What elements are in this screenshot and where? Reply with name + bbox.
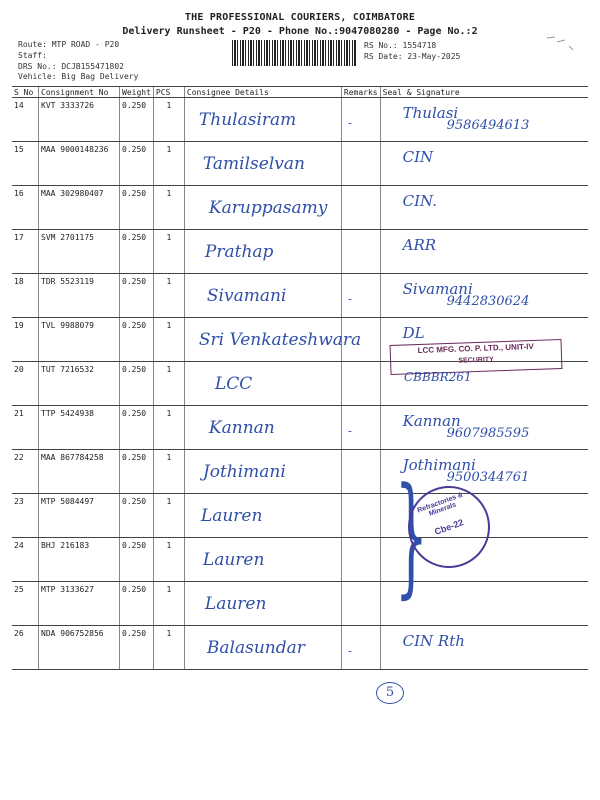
row-consignee-handwritten: LCC [214, 374, 253, 394]
row-consignment-no: MAA 9000148236 [39, 142, 120, 186]
row-consignment-no: NDA 906752856 [39, 626, 120, 670]
row-remarks-cell [341, 450, 380, 494]
row-consignment-no: BHJ 216183 [39, 538, 120, 582]
row-consignment-no: TDR 5523119 [39, 274, 120, 318]
row-pcs: 1 [153, 626, 184, 670]
row-consignment-no: TVL 9988079 [39, 318, 120, 362]
row-remarks: - [347, 424, 352, 438]
row-weight: 0.250 [120, 186, 154, 230]
row-sno: 21 [12, 406, 39, 450]
lcc-stamp-line1: LCC MFG. CO. P. LTD., UNIT-IV [417, 341, 534, 356]
column-header-pcs: PCS [153, 87, 184, 98]
column-header-sno: S No [12, 87, 39, 98]
row-consignee-handwritten: Thulasiram [198, 110, 297, 130]
row-signature: CIN Rth [402, 632, 465, 650]
row-remarks-cell [341, 186, 380, 230]
lcc-handwritten-note: CBBBR261 [404, 370, 472, 384]
row-sno: 24 [12, 538, 39, 582]
row-signature-cell [380, 98, 588, 142]
row-remarks-cell [341, 318, 380, 362]
row-weight: 0.250 [120, 98, 154, 142]
row-signature-cell [380, 230, 588, 274]
row-consignee-handwritten: Lauren [204, 594, 267, 614]
drs-number: DRS No.: DCJB155471802 [18, 62, 124, 71]
row-weight: 0.250 [120, 626, 154, 670]
row-signature-cell [380, 142, 588, 186]
row-phone: 9607985595 [446, 426, 530, 441]
row-remarks-cell [341, 538, 380, 582]
row-consignment-no: MTP 5084497 [39, 494, 120, 538]
row-signature: CIN. [402, 192, 437, 210]
bracket-mark: } [394, 459, 428, 611]
table-row [12, 582, 588, 626]
column-header-weight: Weight [120, 87, 154, 98]
row-signature-cell [380, 626, 588, 670]
row-signature: Jothimani [402, 456, 476, 474]
row-pcs: 1 [153, 142, 184, 186]
row-signature-cell [380, 274, 588, 318]
table-row [12, 450, 588, 494]
row-consignment-no: MAA 302980407 [39, 186, 120, 230]
column-header-signature: Seal & Signature [380, 87, 588, 98]
row-consignee-cell [184, 494, 341, 538]
row-remarks-cell [341, 582, 380, 626]
row-sno: 22 [12, 450, 39, 494]
table-row [12, 494, 588, 538]
round-seal-center-text: Cbe-22 [433, 517, 465, 537]
row-remarks-cell [341, 626, 380, 670]
row-remarks-cell [341, 406, 380, 450]
staff-label: Staff: [18, 51, 47, 60]
row-remarks-cell [341, 362, 380, 406]
table-header-row [12, 87, 588, 98]
column-header-consignee: Consignee Details [184, 87, 341, 98]
row-signature-cell [380, 406, 588, 450]
row-consignee-cell [184, 230, 341, 274]
row-remarks-cell [341, 230, 380, 274]
row-consignee-cell [184, 274, 341, 318]
row-signature: DL [402, 324, 425, 342]
row-remarks-cell [341, 142, 380, 186]
row-consignee-cell [184, 538, 341, 582]
row-consignment-no: TUT 7216532 [39, 362, 120, 406]
row-sno: 18 [12, 274, 39, 318]
row-pcs: 1 [153, 186, 184, 230]
table-row [12, 626, 588, 670]
row-consignee-handwritten: Lauren [200, 506, 263, 526]
row-signature: CIN [402, 148, 434, 166]
row-sno: 15 [12, 142, 39, 186]
row-phone: 9442830624 [446, 294, 530, 309]
barcode-image [232, 40, 356, 66]
rs-number: RS No.: 1554718 [364, 41, 437, 50]
row-weight: 0.250 [120, 406, 154, 450]
rs-date: RS Date: 23-May-2025 [364, 52, 461, 61]
row-pcs: 1 [153, 230, 184, 274]
row-weight: 0.250 [120, 494, 154, 538]
page-number-mark: 5 [376, 682, 404, 704]
row-consignment-no: TTP 5424938 [39, 406, 120, 450]
vehicle-label: Vehicle: Big Bag Delivery [18, 72, 139, 81]
row-pcs: 1 [153, 494, 184, 538]
row-remarks-cell [341, 98, 380, 142]
row-consignee-handwritten: Tamilselvan [202, 154, 305, 174]
route-label: Route: MTP ROAD - P20 [18, 40, 120, 49]
row-pcs: 1 [153, 450, 184, 494]
row-pcs: 1 [153, 538, 184, 582]
row-phone: 9500344761 [446, 470, 530, 485]
table-row [12, 98, 588, 142]
row-consignee-handwritten: Kannan [208, 418, 275, 438]
row-consignment-no: MAA 867784258 [39, 450, 120, 494]
row-pcs: 1 [153, 274, 184, 318]
row-weight: 0.250 [120, 318, 154, 362]
row-consignee-handwritten: Lauren [202, 550, 265, 570]
row-signature-cell [380, 186, 588, 230]
row-signature: ARR [402, 236, 437, 254]
row-consignee-cell [184, 362, 341, 406]
table-row [12, 538, 588, 582]
row-consignee-cell [184, 186, 341, 230]
row-consignee-handwritten: Prathap [204, 242, 274, 262]
row-pcs: 1 [153, 98, 184, 142]
row-sno: 16 [12, 186, 39, 230]
table-row [12, 230, 588, 274]
document-subtitle: Delivery Runsheet - P20 - Phone No.:9047080280 - Page No.:2 [122, 26, 478, 37]
row-consignee-handwritten: Karuppasamy [208, 198, 328, 218]
row-weight: 0.250 [120, 538, 154, 582]
row-weight: 0.250 [120, 362, 154, 406]
row-signature: Sivamani [402, 280, 473, 298]
column-header-remarks: Remarks [341, 87, 380, 98]
table-row [12, 186, 588, 230]
row-signature: Thulasi [402, 104, 459, 122]
row-remarks: - [347, 644, 352, 658]
round-seal-top-text: Refractories & Minerals [416, 491, 464, 518]
row-signature: Kannan [402, 412, 461, 430]
row-remarks: - [347, 116, 352, 130]
row-pcs: 1 [153, 406, 184, 450]
row-consignee-cell [184, 318, 362, 362]
row-weight: 0.250 [120, 582, 154, 626]
column-header-consignment: Consignment No [39, 87, 120, 98]
row-remarks: - [347, 292, 352, 306]
row-consignee-cell [184, 582, 341, 626]
row-consignee-cell [184, 406, 341, 450]
row-consignee-cell [184, 626, 341, 670]
row-consignment-no: MTP 3133627 [39, 582, 120, 626]
row-sno: 20 [12, 362, 39, 406]
row-consignee-cell [184, 98, 341, 142]
row-consignee-handwritten: Balasundar [206, 638, 305, 658]
row-weight: 0.250 [120, 230, 154, 274]
row-weight: 0.250 [120, 142, 154, 186]
table-row [12, 142, 588, 186]
runsheet-table [12, 86, 588, 670]
row-pcs: 1 [153, 582, 184, 626]
row-remarks-cell [341, 274, 380, 318]
row-sno: 17 [12, 230, 39, 274]
row-sno: 25 [12, 582, 39, 626]
row-sno: 14 [12, 98, 39, 142]
table-row [12, 406, 588, 450]
scan-mark-icon [545, 34, 575, 54]
row-pcs: 1 [153, 318, 184, 362]
row-weight: 0.250 [120, 274, 154, 318]
document-title: THE PROFESSIONAL COURIERS, COIMBATORE [184, 12, 416, 23]
row-consignee-handwritten: Sivamani [206, 286, 287, 306]
row-sno: 23 [12, 494, 39, 538]
table-row [12, 274, 588, 318]
row-pcs: 1 [153, 362, 184, 406]
row-consignment-no: KVT 3333726 [39, 98, 120, 142]
row-sno: 19 [12, 318, 39, 362]
lcc-stamp-line2: SECURITY [458, 356, 494, 365]
row-phone: 9586494613 [446, 118, 530, 133]
row-consignee-handwritten: Sri Venkateshwara [198, 330, 362, 350]
row-consignee-cell [184, 450, 341, 494]
row-remarks-cell [341, 494, 380, 538]
row-weight: 0.250 [120, 450, 154, 494]
row-consignment-no: SVM 2701175 [39, 230, 120, 274]
row-sno: 26 [12, 626, 39, 670]
row-consignee-cell [184, 142, 341, 186]
row-consignee-handwritten: Jothimani [202, 462, 286, 482]
